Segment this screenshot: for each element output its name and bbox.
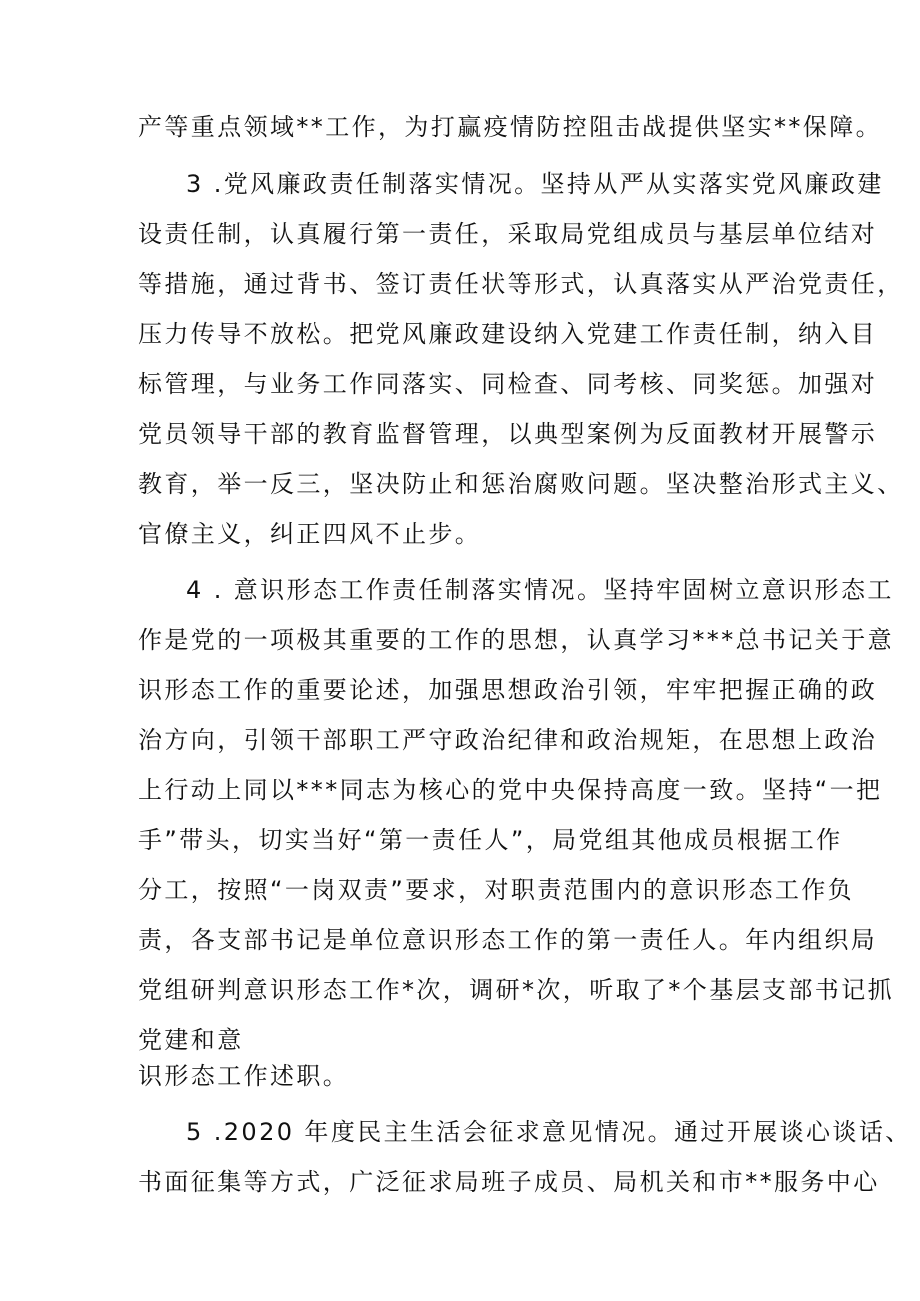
paragraph-3-heading-line: 3 .党风廉政责任制落实情况。坚持从严从实落实党风廉政建 bbox=[186, 170, 884, 198]
text-line: 书面征集等方式，广泛征求局班子成员、局机关和市**服务中心 bbox=[138, 1168, 880, 1196]
text-line: 教育，举一反三，坚决防止和惩治腐败问题。坚决整治形式主义、 bbox=[138, 470, 904, 498]
text-line: 党建和意 bbox=[138, 1026, 244, 1054]
paragraph-4-heading-line: 4 . 意识形态工作责任制落实情况。坚持牢固树立意识形态工 bbox=[186, 576, 894, 604]
text-line: 上行动上同以***同志为核心的党中央保持高度一致。坚持“一把 bbox=[138, 776, 883, 804]
text-line: 责，各支部书记是单位意识形态工作的第一责任人。年内组织局 bbox=[138, 926, 878, 954]
text-line: 产等重点领域**工作，为打赢疫情防控阻击战提供坚实**保障。 bbox=[138, 113, 882, 141]
text-line: 识形态工作述职。 bbox=[138, 1062, 350, 1090]
text-line: 官僚主义，纠正四风不止步。 bbox=[138, 520, 482, 548]
text-line: 治方向，引领干部职工严守政治纪律和政治规矩，在思想上政治 bbox=[138, 726, 878, 754]
text-line: 设责任制，认真履行第一责任，采取局党组成员与基层单位结对 bbox=[138, 220, 878, 248]
text-line: 压力传导不放松。把党风廉政建设纳入党建工作责任制，纳入目 bbox=[138, 320, 878, 348]
text-line: 党员领导干部的教育监督管理，以典型案例为反面教材开展警示 bbox=[138, 420, 878, 448]
text-line: 作是党的一项极其重要的工作的思想，认真学习***总书记关于意 bbox=[138, 626, 894, 654]
text-line: 分工，按照“一岗双责”要求，对职责范围内的意识形态工作负 bbox=[138, 876, 855, 904]
text-line: 手”带头，切实当好“第一责任人”，局党组其他成员根据工作 bbox=[138, 826, 843, 854]
text-line: 标管理，与业务工作同落实、同检查、同考核、同奖惩。加强对 bbox=[138, 370, 878, 398]
text-line: 识形态工作的重要论述，加强思想政治引领，牢牢把握正确的政 bbox=[138, 676, 878, 704]
text-line: 党组研判意识形态工作*次，调研*次，听取了*个基层支部书记抓 bbox=[138, 976, 894, 1004]
paragraph-5-heading-line: 5 .2020 年度民主生活会征求意见情况。通过开展谈心谈话、 bbox=[186, 1118, 912, 1146]
text-line: 等措施，通过背书、签订责任状等形式，认真落实从严治党责任， bbox=[138, 270, 904, 298]
